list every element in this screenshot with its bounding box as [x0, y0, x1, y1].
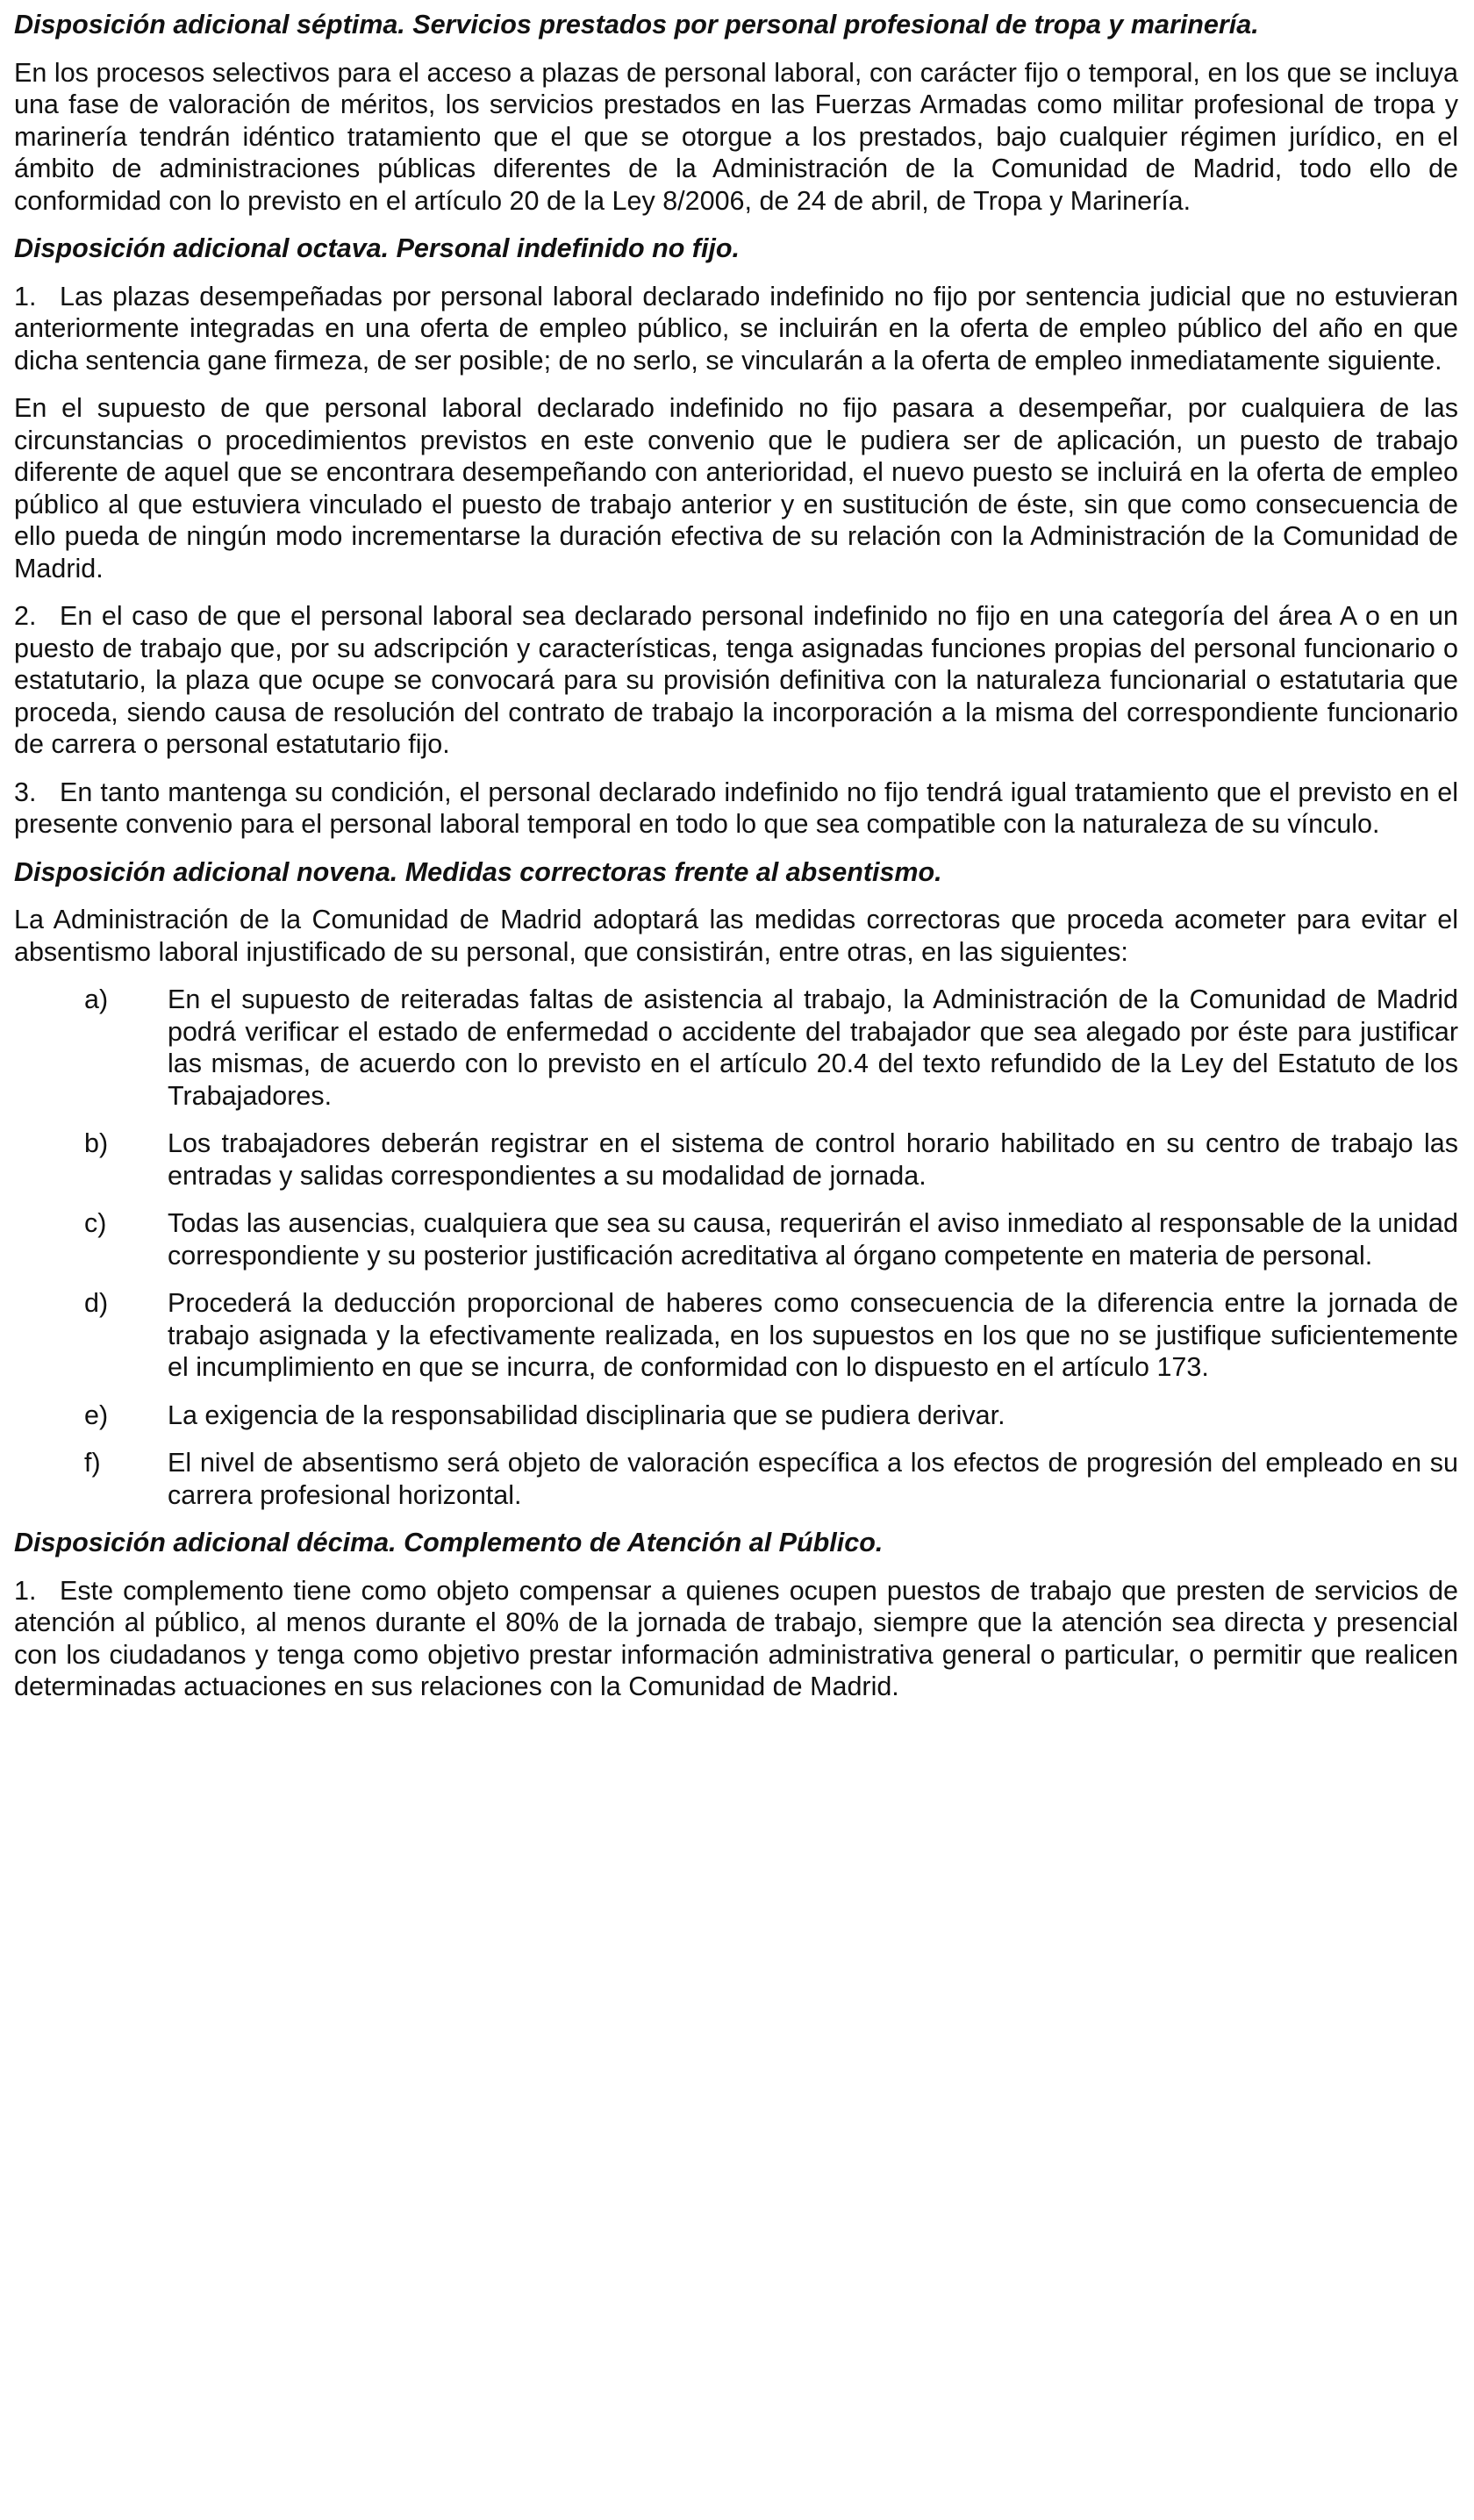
- paragraph-number: 1.: [14, 1575, 37, 1606]
- paragraph-octava-1: [14, 281, 1458, 377]
- paragraph-septima: En los procesos selectivos para el acceso a plazas de personal laboral, con carácter fijo o temporal, en los que se incluya una fase de valoración de méritos, los servicios prestados en las Fuerzas Armadas como militar profesional de tropa y marinería tendrán idéntico tratamiento que el que se otorgue a los prestados, bajo cualquier régimen jurídico, en el ámbito de administraciones públicas diferentes de la Administración de la Comunidad de Madrid, todo ello de conformidad con lo previsto en el artículo 20 de la Ley 8/2006, de 24 de abril, de Tropa y Marinería.: [14, 57, 1458, 216]
- list-marker: b): [84, 1128, 109, 1158]
- list-item: [14, 1287, 1458, 1384]
- list-marker: d): [84, 1288, 109, 1318]
- paragraph-novena-intro: La Administración de la Comunidad de Madrid adoptará las medidas correctoras que proceda acometer para evitar el absentismo laboral injustificado de su personal, que consistirán, entre otras, en las siguientes:: [14, 905, 1458, 967]
- list-item: [14, 1207, 1458, 1271]
- list-item-text: Todas las ausencias, cualquiera que sea su causa, requerirán el aviso inmediato al responsable de la unidad correspondiente y su posterior justificación acreditativa al órgano competente en materia de personal.: [168, 1208, 1458, 1271]
- paragraph-octava-1b: En el supuesto de que personal laboral declarado indefinido no fijo pasara a desempeñar, por cualquiera de las circunstancias o procedimientos previstos en este convenio que le pudiera ser de aplicación, un puesto de trabajo diferente de aquel que se encontrara desempeñando con anterioridad, el nuevo puesto se incluirá en la oferta de empleo público al que estuviera vinculado el puesto de trabajo anterior y en sustitución de éste, sin que como consecuencia de ello pueda de ningún modo incrementarse la duración efectiva de su relación con la Administración de la Comunidad de Madrid.: [14, 393, 1458, 583]
- paragraph-number: 3.: [14, 777, 37, 807]
- section-heading-octava: Disposición adicional octava. Personal indefinido no fijo.: [14, 233, 741, 263]
- list-item-text: Los trabajadores deberán registrar en el sistema de control horario habilitado en su centro de trabajo las entradas y salidas correspondientes a su modalidad de jornada.: [168, 1128, 1458, 1191]
- section-heading-novena: Disposición adicional novena. Medidas correctoras frente al absentismo.: [14, 856, 942, 887]
- paragraph-text: En el caso de que el personal laboral sea declarado personal indefinido no fijo en una categoría del área A o en un puesto de trabajo que, por su adscripción y características, tenga asignadas funciones propias del personal funcionario o estatutario, la plaza que ocupe se convocará para su provisión definitiva con la naturaleza funcionarial o estatutaria que proceda, siendo causa de resolución del contrato de trabajo la incorporación a la misma del correspondiente funcionario de carrera o personal estatutario fijo.: [14, 601, 1458, 759]
- list-item-text: La exigencia de la responsabilidad disciplinaria que se pudiera derivar.: [168, 1400, 1005, 1430]
- list-marker: f): [84, 1448, 101, 1478]
- paragraph-octava-2: [14, 600, 1458, 761]
- paragraph-number: 2.: [14, 601, 37, 631]
- paragraph-text: Las plazas desempeñadas por personal laboral declarado indefinido no fijo por sentencia judicial que no estuvieran anteriormente integradas en una oferta de empleo público, se incluirán en la oferta de empleo público del año en que dicha sentencia gane firmeza, de ser posible; de no serlo, se vincularán a la oferta de empleo inmediatamente siguiente.: [14, 281, 1458, 376]
- list-marker: a): [84, 984, 109, 1014]
- paragraph-text: En tanto mantenga su condición, el personal declarado indefinido no fijo tendrá igual tratamiento que el previsto en el presente convenio para el personal laboral temporal en todo lo que sea compatible con la naturaleza de su vínculo.: [14, 777, 1458, 839]
- list-marker: e): [84, 1400, 109, 1430]
- section-heading-decima: Disposición adicional décima. Complemento de Atención al Público.: [14, 1528, 884, 1557]
- list-item: [14, 984, 1458, 1112]
- paragraph-text: Este complemento tiene como objeto compensar a quienes ocupen puestos de trabajo que presten de servicios de atención al público, al menos durante el 80% de la jornada de trabajo, siempre que la atención sea directa y presencial con los ciudadanos y tenga como objetivo prestar información administrativa general o particular, o permitir que realicen determinadas actuaciones en sus relaciones con la Comunidad de Madrid.: [14, 1575, 1458, 1701]
- section-heading-septima: Disposición adicional séptima. Servicios prestados por personal profesional de tropa y marinería.: [14, 10, 1259, 39]
- paragraph-decima-1: [14, 1575, 1458, 1703]
- list-item: [14, 1447, 1458, 1511]
- list-item-text: El nivel de absentismo será objeto de valoración específica a los efectos de progresión del empleado en su carrera profesional horizontal.: [168, 1448, 1458, 1510]
- list-marker: c): [84, 1208, 107, 1238]
- list-item: [14, 1128, 1458, 1192]
- paragraph-octava-3: [14, 777, 1458, 841]
- list-item: [14, 1400, 1458, 1432]
- list-item-text: Procederá la deducción proporcional de haberes como consecuencia de la diferencia entre la jornada de trabajo asignada y la efectivamente realizada, en los supuestos en los que no se justifique suficientemente el incumplimiento en que se incurra, de conformidad con lo dispuesto en el artículo 173.: [168, 1288, 1458, 1382]
- paragraph-number: 1.: [14, 281, 37, 311]
- list-item-text: En el supuesto de reiteradas faltas de asistencia al trabajo, la Administración de la Comunidad de Madrid podrá verificar el estado de enfermedad o accidente del trabajador que sea alegado por éste para justificar las mismas, de acuerdo con lo previsto en el artículo 20.4 del texto refundido de la Ley del Estatuto de los Trabajadores.: [168, 984, 1458, 1111]
